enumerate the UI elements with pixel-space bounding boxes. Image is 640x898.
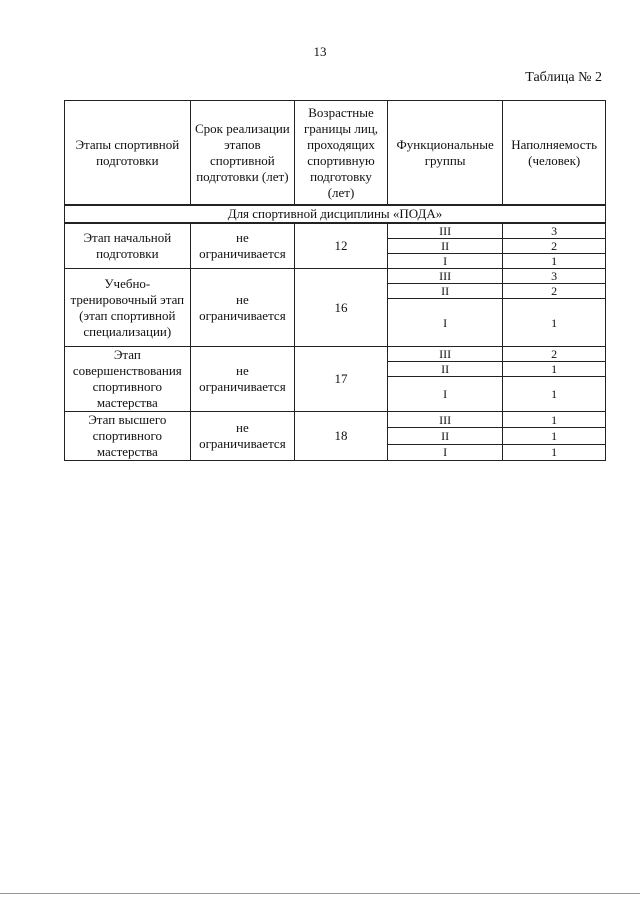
discipline-row bbox=[65, 205, 606, 223]
stage-term: не ограничивается bbox=[190, 347, 295, 412]
table-header-row bbox=[65, 101, 606, 206]
quantity-cell: 1 bbox=[503, 412, 606, 428]
table-row bbox=[65, 347, 606, 362]
quantity-cell: 1 bbox=[503, 377, 606, 412]
quantity-cell: 2 bbox=[503, 284, 606, 299]
stage-name: Этап совершенствования спортивного мастерства bbox=[65, 347, 191, 412]
quantity-cell: 2 bbox=[503, 239, 606, 254]
stage-name: Этап начальной подготовки bbox=[65, 223, 191, 269]
quantity-cell: 3 bbox=[503, 269, 606, 284]
table-row bbox=[65, 269, 606, 284]
quantity-cell: 1 bbox=[503, 362, 606, 377]
header-age: Возрастные границы лиц, проходящих спортивную подготовку (лет) bbox=[295, 101, 388, 206]
header-term: Срок реализации этапов спортивной подготовки (лет) bbox=[190, 101, 295, 206]
stage-term: не ограничивается bbox=[190, 412, 295, 461]
stage-age: 12 bbox=[295, 223, 388, 269]
group-cell: III bbox=[387, 269, 502, 284]
group-cell: II bbox=[387, 239, 502, 254]
group-cell: III bbox=[387, 347, 502, 362]
quantity-cell: 3 bbox=[503, 223, 606, 239]
stage-name: Учебно-тренировочный этап (этап спортивной специализации) bbox=[65, 269, 191, 347]
group-cell: III bbox=[387, 223, 502, 239]
quantity-cell: 1 bbox=[503, 254, 606, 269]
quantity-cell: 1 bbox=[503, 428, 606, 444]
stage-age: 16 bbox=[295, 269, 388, 347]
page-number: 13 bbox=[313, 44, 327, 59]
stage-term: не ограничивается bbox=[190, 223, 295, 269]
group-cell: I bbox=[387, 444, 502, 460]
stage-term: не ограничивается bbox=[190, 269, 295, 347]
header-group: Функциональные группы bbox=[387, 101, 502, 206]
group-cell: I bbox=[387, 254, 502, 269]
table-row bbox=[65, 412, 606, 428]
stage-name: Этап высшего спортивного мастерства bbox=[65, 412, 191, 461]
scan-bottom-edge bbox=[0, 893, 640, 894]
sport-table bbox=[64, 100, 606, 461]
table-row bbox=[65, 223, 606, 239]
header-quantity: Наполняемость (человек) bbox=[503, 101, 606, 206]
quantity-cell: 1 bbox=[503, 444, 606, 460]
group-cell: III bbox=[387, 412, 502, 428]
group-cell: II bbox=[387, 428, 502, 444]
quantity-cell: 2 bbox=[503, 347, 606, 362]
stage-age: 18 bbox=[295, 412, 388, 461]
group-cell: I bbox=[387, 299, 502, 347]
header-stage: Этапы спортивной подготовки bbox=[65, 101, 191, 206]
quantity-cell: 1 bbox=[503, 299, 606, 347]
table-caption: Таблица № 2 bbox=[525, 70, 602, 85]
group-cell: II bbox=[387, 284, 502, 299]
stage-age: 17 bbox=[295, 347, 388, 412]
group-cell: I bbox=[387, 377, 502, 412]
group-cell: II bbox=[387, 362, 502, 377]
discipline-label: Для спортивной дисциплины «ПОДА» bbox=[65, 205, 606, 223]
